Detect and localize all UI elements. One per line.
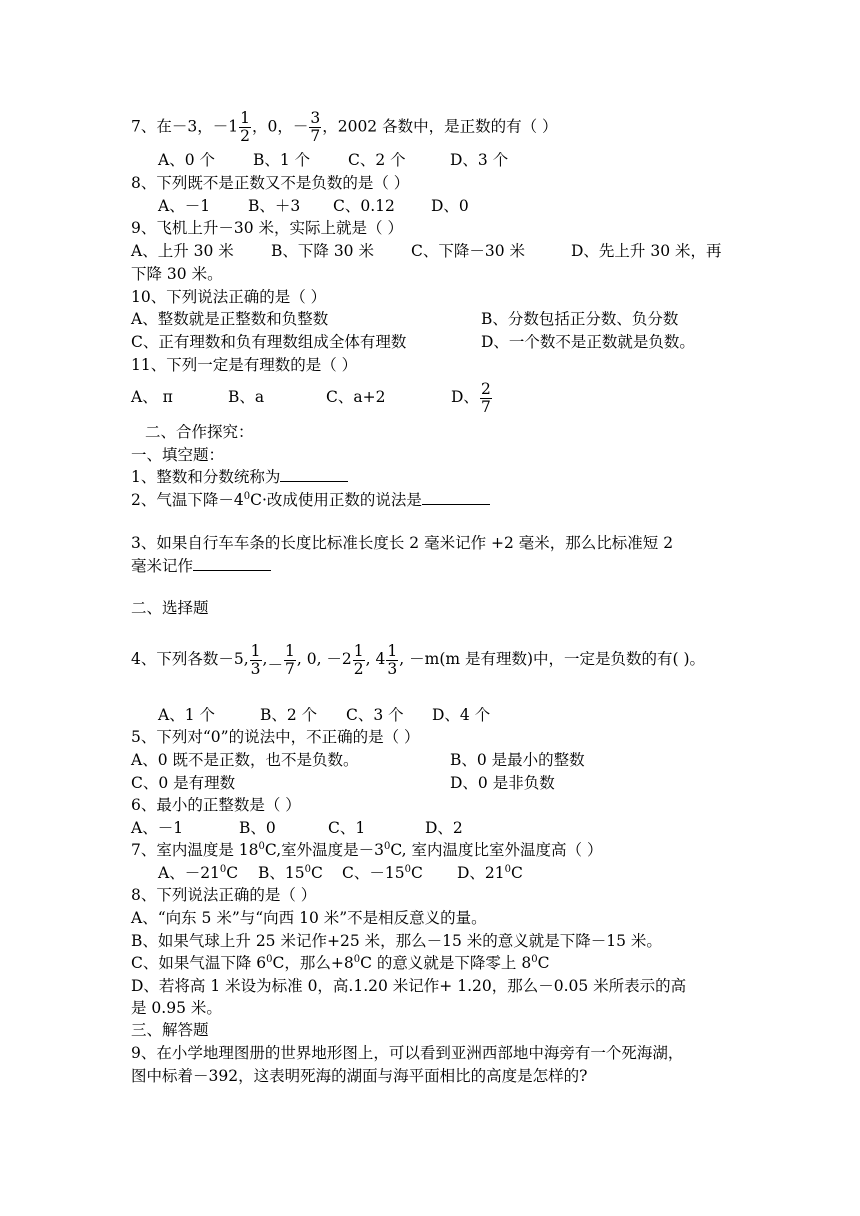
question-7-line bbox=[131, 110, 558, 145]
choice-heading: 二、选择题 bbox=[131, 599, 209, 617]
option-d[interactable]: D、$21^0C$ bbox=[457, 864, 523, 882]
option-b[interactable]: B、$15^0C$ bbox=[258, 864, 323, 882]
fraction-three-sevenths: $\frac{3}{7}$ bbox=[310, 109, 321, 145]
choice-question-5: 5、下列对“0”的说法中，不正确的是（ ） bbox=[131, 728, 420, 746]
choice-question-7: 7、室内温度是 $18^0C$,室外温度是$-3^0C$, 室内温度比室外温度高（ ） bbox=[131, 841, 603, 859]
option-d[interactable]: D、3 个 bbox=[450, 151, 509, 169]
choice-question-4: 4、下列各数－5, $\frac{1}{3}$ ,－ $\frac{1}{7}$ , 0, －2 $\frac{1}{2}$ , 4 $\frac{1}{3}$ , －m(m 是有理数)中，一定是负数的有( )。 bbox=[131, 641, 706, 678]
choice-question-7-options bbox=[158, 863, 523, 883]
fraction-two-sevenths: $\frac{2}{7}$ bbox=[480, 379, 491, 416]
option-a[interactable]: A、0 个 bbox=[158, 151, 215, 169]
fill-question-2: 2、气温下降$-4^0C\cdot$改成使用正数的说法是 bbox=[131, 490, 490, 510]
answer-question-9-line1: 9、在小学地理图册的世界地形图上，可以看到亚洲西部地中海旁有一个死海湖， bbox=[131, 1044, 684, 1062]
question-7-options bbox=[158, 150, 508, 170]
option-c[interactable]: C、$-15^0C$ bbox=[342, 864, 423, 882]
answer-blank[interactable] bbox=[422, 490, 490, 505]
fill-question-3-line2: 毫米记作 bbox=[131, 556, 271, 576]
question-8-options bbox=[158, 196, 469, 216]
question-9-continuation: 下降 30 米。 bbox=[131, 265, 223, 283]
fill-question-3-line1: 3、如果自行车车条的长度比标准长度长 2 毫米记作 +2 毫米，那么比标准短 2 bbox=[131, 534, 674, 552]
fraction-one-half: $\frac{1}{2}$ bbox=[353, 641, 364, 678]
q7-prefix: 7、在－3，－1 bbox=[131, 117, 239, 136]
option-c[interactable]: C、a+2 bbox=[326, 388, 386, 406]
choice-question-4-options bbox=[158, 705, 490, 725]
answer-question-9-line2: 图中标着－392，这表明死海的湖面与海平面相比的高度是怎样的? bbox=[131, 1067, 588, 1085]
option-c[interactable]: C、1 bbox=[328, 819, 366, 837]
answer-blank[interactable] bbox=[280, 467, 348, 482]
choice-question-5-options-row1 bbox=[131, 750, 585, 770]
option-d[interactable]: D、2 bbox=[425, 819, 463, 837]
answer-blank[interactable] bbox=[193, 556, 271, 571]
option-b[interactable]: B、1 个 bbox=[253, 151, 311, 169]
option-c[interactable]: C、正有理数和负有理数组成全体有理数 bbox=[131, 333, 407, 351]
option-a[interactable]: A、整数就是正整数和负整数 bbox=[131, 310, 329, 328]
question-8-text: 8、下列既不是正数又不是负数的是（ ） bbox=[131, 174, 410, 192]
section-cooperative-inquiry: 二、合作探究： bbox=[145, 423, 254, 441]
option-a[interactable]: A、1 个 bbox=[158, 706, 215, 724]
choice-question-8-option-b[interactable]: B、如果气球上升 25 米记作+25 米，那么－15 米的意义就是下降－15 米。 bbox=[131, 932, 662, 950]
option-a[interactable]: A、上升 30 米 bbox=[131, 242, 234, 260]
option-c[interactable]: C、0 是有理数 bbox=[131, 774, 236, 792]
choice-question-6: 6、最小的正整数是（ ） bbox=[131, 796, 301, 814]
question-10-options-row1 bbox=[131, 309, 678, 329]
question-10-options-row2 bbox=[131, 332, 695, 352]
fill-blank-heading: 一、填空题： bbox=[131, 446, 225, 464]
option-b[interactable]: B、a bbox=[228, 388, 265, 406]
option-d[interactable]: D、0 是非负数 bbox=[450, 774, 555, 792]
q7-suffix: ，2002 各数中，是正数的有（ ） bbox=[322, 117, 558, 136]
option-d[interactable]: D、0 bbox=[431, 197, 469, 215]
option-a[interactable]: A、－1 bbox=[131, 819, 184, 837]
choice-question-8-option-c[interactable]: C、如果气温下降 $6^0C$，那么$+8^0C$ 的意义就是下降零上 $8^0C$ bbox=[131, 954, 550, 972]
option-a[interactable]: A、0 既不是正数，也不是负数。 bbox=[131, 751, 359, 769]
choice-question-8-option-d-cont: 是 0.95 米。 bbox=[131, 999, 222, 1017]
option-d[interactable]: D、4 个 bbox=[432, 706, 491, 724]
option-b[interactable]: B、下降 30 米 bbox=[271, 242, 374, 260]
choice-question-8-option-d[interactable]: D、若将高 1 米设为标准 0，高.1.20 米记作+ 1.20，那么－0.05 米所表示的高 bbox=[131, 977, 687, 995]
option-c[interactable]: C、0.12 bbox=[333, 197, 395, 215]
fraction-one-half: $\frac{1}{2}$ bbox=[240, 109, 250, 145]
question-11-text: 11、下列一定是有理数的是（ ） bbox=[131, 356, 358, 374]
question-9-options bbox=[131, 241, 722, 261]
option-b[interactable]: B、0 bbox=[239, 819, 276, 837]
option-a[interactable]: A、－1 bbox=[158, 197, 211, 215]
option-d[interactable]: D、先上升 30 米，再 bbox=[571, 242, 722, 260]
option-c[interactable]: C、2 个 bbox=[348, 151, 406, 169]
fill-question-1: 1、整数和分数统称为 bbox=[131, 467, 348, 487]
option-c[interactable]: C、下降－30 米 bbox=[411, 242, 526, 260]
choice-question-8-option-a[interactable]: A、“向东 5 米”与“向西 10 米”不是相反意义的量。 bbox=[131, 909, 487, 927]
option-c[interactable]: C、3 个 bbox=[346, 706, 404, 724]
choice-question-5-options-row2 bbox=[131, 773, 555, 793]
question-11-options bbox=[131, 380, 493, 416]
choice-question-8: 8、下列说法正确的是（ ） bbox=[131, 886, 317, 904]
question-10-text: 10、下列说法正确的是（ ） bbox=[131, 288, 327, 306]
choice-question-6-options bbox=[131, 818, 463, 838]
fraction-one-third: $\frac{1}{3}$ bbox=[250, 641, 261, 678]
fraction-one-seventh: $\frac{1}{7}$ bbox=[284, 641, 295, 678]
option-d[interactable]: D、 bbox=[451, 388, 479, 406]
q7-mid: ，0，－ bbox=[251, 117, 309, 136]
option-a[interactable]: A、$-21^0C$ bbox=[158, 864, 239, 882]
option-b[interactable]: B、＋3 bbox=[248, 197, 301, 215]
answer-heading: 三、解答题 bbox=[131, 1021, 209, 1039]
option-b[interactable]: B、2 个 bbox=[260, 706, 318, 724]
option-d[interactable]: D、一个数不是正数就是负数。 bbox=[481, 333, 695, 351]
option-b[interactable]: B、分数包括正分数、负分数 bbox=[481, 310, 679, 328]
option-a[interactable]: A、 π bbox=[131, 388, 173, 406]
question-9-text: 9、飞机上升－30 米，实际上就是（ ） bbox=[131, 219, 403, 237]
option-b[interactable]: B、0 是最小的整数 bbox=[450, 751, 585, 769]
fraction-one-third: $\frac{1}{3}$ bbox=[387, 641, 398, 678]
